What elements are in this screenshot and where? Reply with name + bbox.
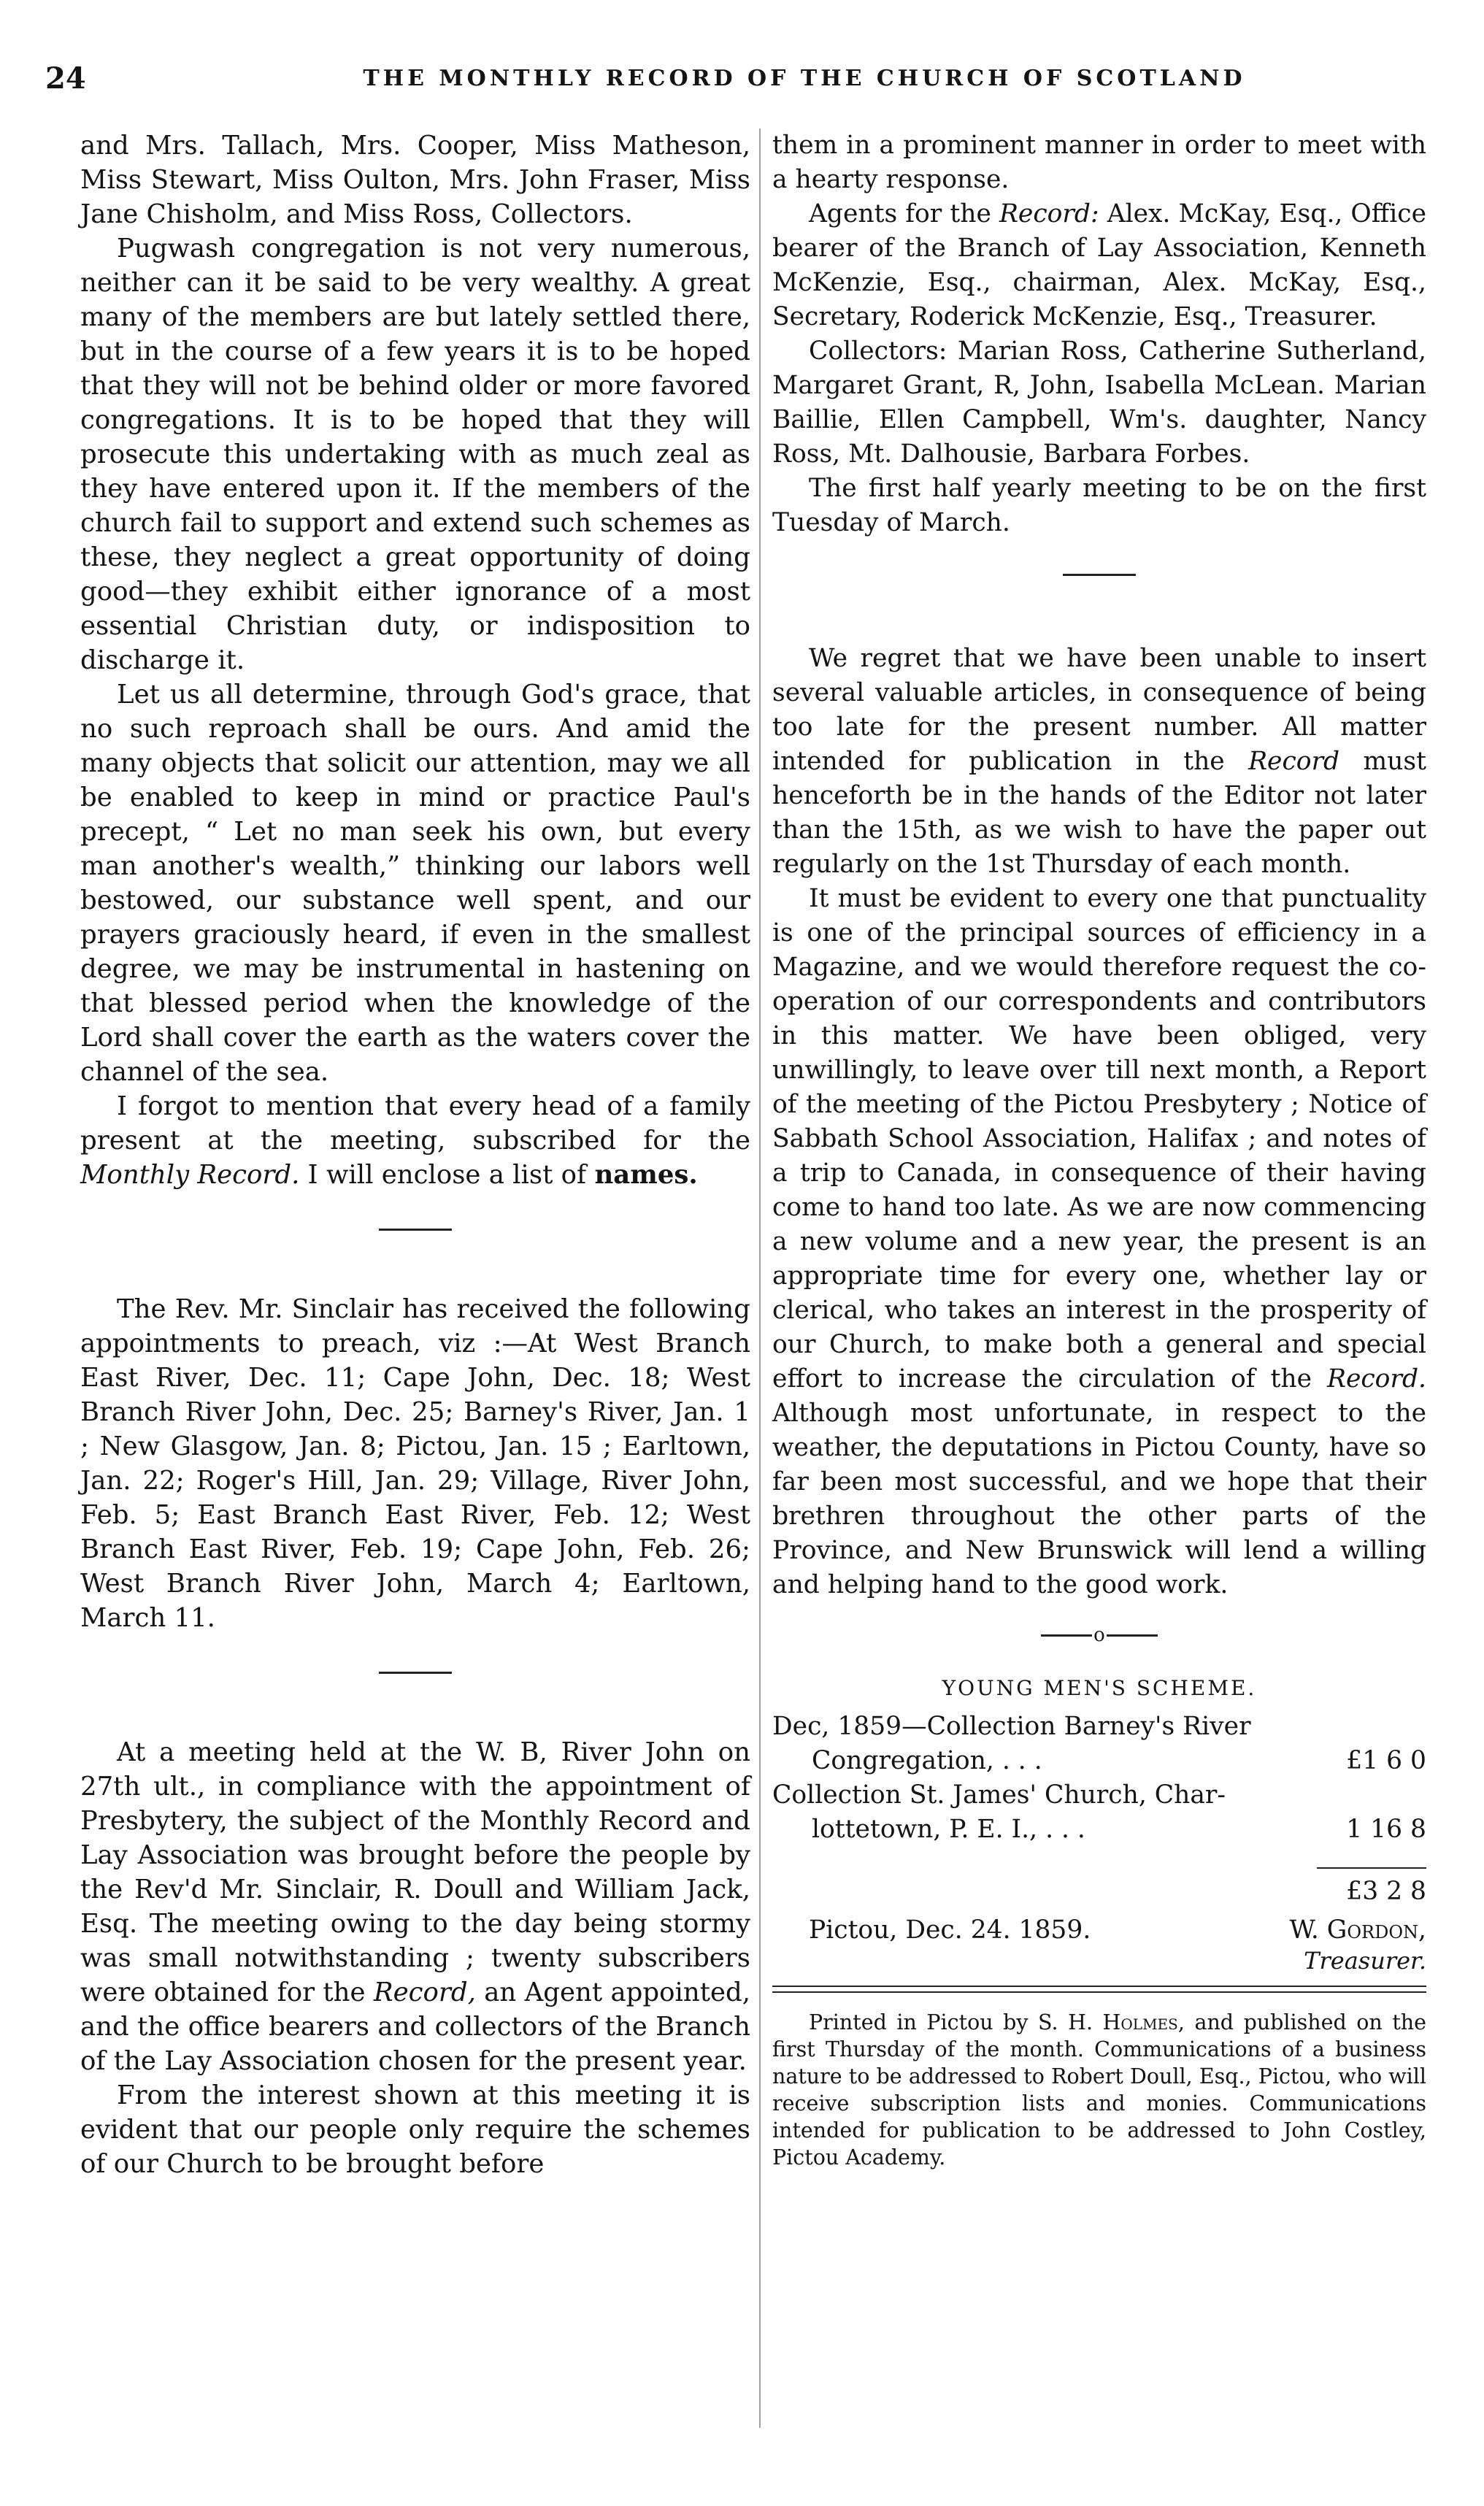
monthly-record-title: Monthly Record. bbox=[80, 1160, 300, 1190]
column-rule bbox=[759, 128, 761, 2428]
scheme-heading: YOUNG MEN'S SCHEME. bbox=[942, 1676, 1257, 1700]
account-row: Dec, 1859—Collection Barney's River bbox=[772, 1712, 1251, 1741]
collectors-list-paragraph: and Mrs. Tallach, Mrs. Cooper, Miss Matheson, Miss Stewart, Miss Oulton, Mrs. John Fraser, Miss Jane Chisholm, and Miss Ross, Collectors. bbox=[80, 131, 750, 229]
amount: £1 6 0 bbox=[1346, 1746, 1426, 1775]
half-yearly-meeting-paragraph: The first half yearly meeting to be on the first Tuesday of March. bbox=[772, 474, 1426, 537]
account-total: £3 2 8 bbox=[772, 1867, 1426, 1909]
pugwash-paragraph: Pugwash congregation is not very numerous, neither can it be said to be very wealthy. A great many of the members are but lately settled there, but in the course of a few years it is to be hoped that they will not be behind older or more favored congregations. It is to be hoped that they will prosecute this undertaking with as much zeal as they have entered upon it. If the members of the church fail to support and extend such schemes as these, they neglect a great opportunity of doing good—they exhibit either ignorance of a most essential Christian duty, or indisposition to discharge it. bbox=[80, 234, 750, 675]
meeting-report-paragraph: At a meeting held at the W. B, River John on 27th ult., in compliance with the appointment of Presbytery, the subject of the Monthly Record and Lay Association was brought before the people by the Rev'd Mr. Sinclair, R. Doull and William Jack, Esq. The meeting owing to the day being stormy was small notwithstanding ; twenty subscribers were obtained for the Record, an Agent appointed, and the office bearers and collectors of the Branch of the Lay Association chosen for the present year. bbox=[80, 1737, 750, 2076]
account-row: Congregation, . . . £1 6 0 bbox=[772, 1744, 1426, 1778]
account-row: lottetown, P. E. I., . . . 1 16 8 bbox=[772, 1813, 1426, 1847]
exhortation-paragraph: Let us all determine, through God's grace, that no such reproach shall be ours. And amid the many objects that solicit our attention, may we all be enabled to keep in mind or practice Paul's precept, “ Let no man seek his own, but every man another's wealth,” thinking our labors well bestowed, our substance well spent, and our prayers graciously heard, if even in the smallest degree, we may be instrumental in hastening on that blessed period when the knowledge of the Lord shall cover the earth as the waters cover the channel of the sea. bbox=[80, 680, 750, 1087]
punctuality-paragraph: It must be evident to every one that punctuality is one of the principal sources of efficiency in a Magazine, and we would therefore request the co-operation of our correspondents and contributors in this matter. We have been obliged, very unwillingly, to leave over till next month, a Report of the meeting of the Pictou Presbytery ; Notice of Sabbath School Association, Halifax ; and notes of a trip to Canada, in consequence of their having come to hand too late. As we are now commencing a new volume and a new year, the present is an appropriate time for every one, whether lay or clerical, who takes an interest in the prosperity of our Church, to make both a general and special effort to increase the circulation of the Record. Although most unfortunate, in respect to the weather, the deputations in Pictou County, have so far been most successful, and we hope that their brethren throughout the other parts of the Province, and New Brunswick will lend a willing and helping hand to the good work. bbox=[772, 884, 1426, 1599]
section-divider bbox=[1063, 574, 1136, 576]
young-mens-scheme bbox=[772, 1671, 1426, 1974]
right-column bbox=[772, 128, 1426, 2171]
signer-name: W. Gordon, bbox=[1289, 1915, 1426, 1945]
page-header bbox=[45, 61, 1425, 105]
preaching-appointments-paragraph: The Rev. Mr. Sinclair has received the following appointments to preach, viz :—At West Branch East River, Dec. 11; Cape John, Dec. 18; West Branch River John, Dec. 25; Barney's River, Jan. 1 ; New Glasgow, Jan. 8; Pictou, Jan. 15 ; Earltown, Jan. 22; Roger's Hill, Jan. 29; Village, River John, Feb. 5; East Branch East River, Feb. 12; West Branch East River, Feb. 19; Cape John, Feb. 26; West Branch River John, March 4; Earltown, March 11. bbox=[80, 1294, 750, 1633]
ornament-divider: o bbox=[772, 1624, 1426, 1646]
account-row: Collection St. James' Church, Char- bbox=[772, 1780, 1226, 1810]
running-head: THE MONTHLY RECORD OF THE CHURCH OF SCOTLAND bbox=[363, 66, 1246, 91]
subscription-paragraph: I forgot to mention that every head of a family present at the meeting, subscribed for the Monthly Record. I will enclose a list of names. bbox=[80, 1091, 750, 1190]
imprint: Printed in Pictou by S. H. Holmes, and published on the first Thursday of the month. Communications of a business nature to be addressed to Robert Doull, Esq., Pictou, who will receive subscription lists and monies. Communications intended for publication to be addressed to John Costley, Pictou Academy. bbox=[772, 2010, 1426, 2169]
section-divider bbox=[379, 1229, 452, 1231]
interest-paragraph: From the interest shown at this meeting it is evident that our people only require the schemes of our Church to be brought before bbox=[80, 2080, 750, 2179]
collectors-paragraph: Collectors: Marian Ross, Catherine Sutherland, Margaret Grant, R, John, Isabella McLean. Marian Baillie, Ellen Campbell, Wm's. daughter, Nancy Ross, Mt. Dalhousie, Barbara Forbes. bbox=[772, 337, 1426, 469]
editorial-notice-paragraph: We regret that we have been unable to insert several valuable articles, in consequence of being too late for the present number. All matter intended for publication in the Record must henceforth be in the hands of the Editor not later than the 15th, as we wish to have the paper out regularly on the 1st Thursday of each month. bbox=[772, 644, 1426, 879]
page-number: 24 bbox=[45, 61, 86, 96]
amount: 1 16 8 bbox=[1346, 1815, 1426, 1844]
agents-paragraph: Agents for the Record: Alex. McKay, Esq., Office bearer of the Branch of Lay Association, Kenneth McKenzie, Esq., chairman, Alex. McKay, Esq., Secretary, Roderick McKenzie, Esq., Treasurer. bbox=[772, 199, 1427, 331]
section-divider bbox=[379, 1672, 452, 1674]
place-date: Pictou, Dec. 24. 1859. bbox=[809, 1915, 1091, 1945]
signoff bbox=[772, 1913, 1426, 1948]
continuation-paragraph: them in a prominent manner in order to meet with a hearty response. bbox=[772, 131, 1426, 194]
left-column bbox=[80, 128, 750, 2181]
double-rule bbox=[772, 1986, 1426, 1993]
signer-title: Treasurer. bbox=[1304, 1947, 1426, 1975]
